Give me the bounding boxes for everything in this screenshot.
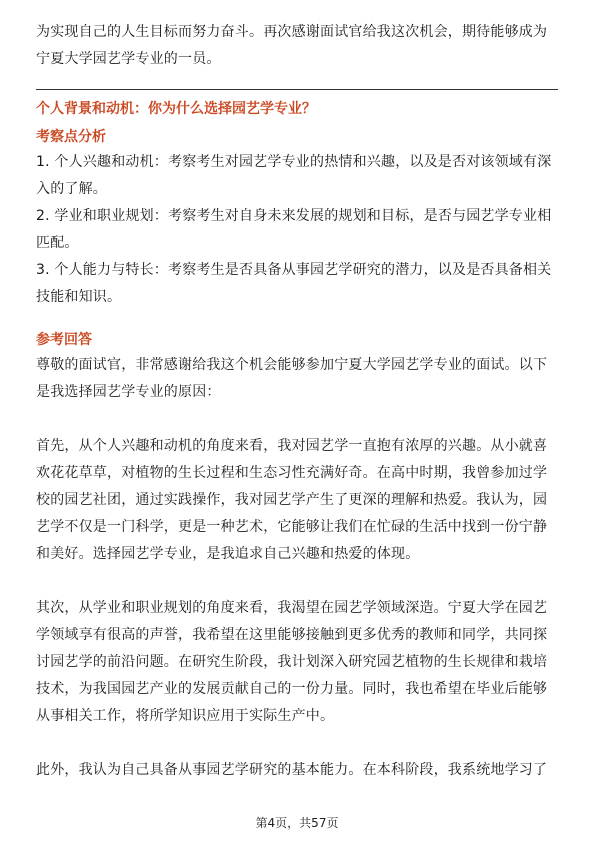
analysis-line: 技能和知识。 bbox=[36, 289, 122, 305]
analysis-line: 3. 个人能力与特长：考察考生是否具备从事园艺学研究的潜力，以及是否具备相关 bbox=[36, 262, 552, 278]
analysis-line: 匹配。 bbox=[36, 235, 79, 251]
text-line: 为实现自己的人生目标而努力奋斗。再次感谢面试官给我这次机会，期待能够成为 bbox=[36, 24, 548, 40]
text-line: 此外，我认为自己具备从事园艺学研究的基本能力。在本科阶段，我系统地学习了 bbox=[36, 762, 548, 778]
analysis-line: 入的了解。 bbox=[36, 181, 107, 197]
text-line: 首先，从个人兴趣和动机的角度来看，我对园艺学一直抱有浓厚的兴趣。从小就喜 bbox=[36, 438, 548, 454]
document-page bbox=[36, 0, 558, 842]
analysis-line: 1. 个人兴趣和动机：考察考生对园艺学专业的热情和兴趣，以及是否对该领域有深 bbox=[36, 154, 552, 170]
text-line: 艺学不仅是一门科学，更是一种艺术，它能够让我们在忙碌的生活中找到一份宁静 bbox=[36, 519, 548, 535]
answer-paragraph-4 bbox=[36, 757, 558, 784]
paragraph-gap bbox=[36, 730, 558, 757]
text-line: 讨园艺学的前沿问题。在研究生阶段，我计划深入研究园艺植物的生长规律和栽培 bbox=[36, 654, 548, 670]
text-line: 和美好。选择园艺学专业，是我追求自己兴趣和热爱的体现。 bbox=[36, 546, 420, 562]
analysis-list bbox=[36, 149, 558, 311]
answer-heading: 参考回答 bbox=[36, 332, 92, 348]
answer-paragraph-2 bbox=[36, 433, 558, 568]
answer-paragraph-3 bbox=[36, 595, 558, 730]
text-line: 宁夏大学园艺学专业的一员。 bbox=[36, 51, 221, 67]
analysis-heading: 考察点分析 bbox=[36, 129, 106, 145]
text-line: 尊敬的面试官，非常感谢给我这个机会能够参加宁夏大学园艺学专业的面试。以下 bbox=[36, 357, 548, 373]
intro-paragraph bbox=[36, 19, 558, 73]
text-line: 技术，为我国园艺产业的发展贡献自己的一份力量。同时，我也希望在毕业后能够 bbox=[36, 681, 548, 697]
paragraph-gap bbox=[36, 568, 558, 595]
question-title: 个人背景和动机：你为什么选择园艺学专业？ bbox=[36, 101, 316, 117]
text-line: 是我选择园艺学专业的原因： bbox=[36, 384, 221, 400]
paragraph-gap bbox=[36, 406, 558, 433]
text-line: 校的园艺社团，通过实践操作，我对园艺学产生了更深的理解和热爱。我认为，园 bbox=[36, 492, 548, 508]
text-line: 学领域享有很高的声誉，我希望在这里能够接触到更多优秀的教师和同学，共同探 bbox=[36, 627, 548, 643]
analysis-line: 2. 学业和职业规划：考察考生对自身未来发展的规划和目标，是否与园艺学专业相 bbox=[36, 208, 552, 224]
text-line: 欢花花草草，对植物的生长过程和生态习性充满好奇。在高中时期，我曾参加过学 bbox=[36, 465, 548, 481]
answer-body bbox=[36, 352, 558, 784]
answer-paragraph-1 bbox=[36, 352, 558, 406]
page-number: 第4页，共57页 bbox=[255, 816, 339, 830]
text-line: 其次，从学业和职业规划的角度来看，我渴望在园艺学领域深造。宁夏大学在园艺 bbox=[36, 600, 548, 616]
text-line: 从事相关工作，将所学知识应用于实际生产中。 bbox=[36, 708, 335, 724]
section-divider bbox=[36, 89, 558, 90]
